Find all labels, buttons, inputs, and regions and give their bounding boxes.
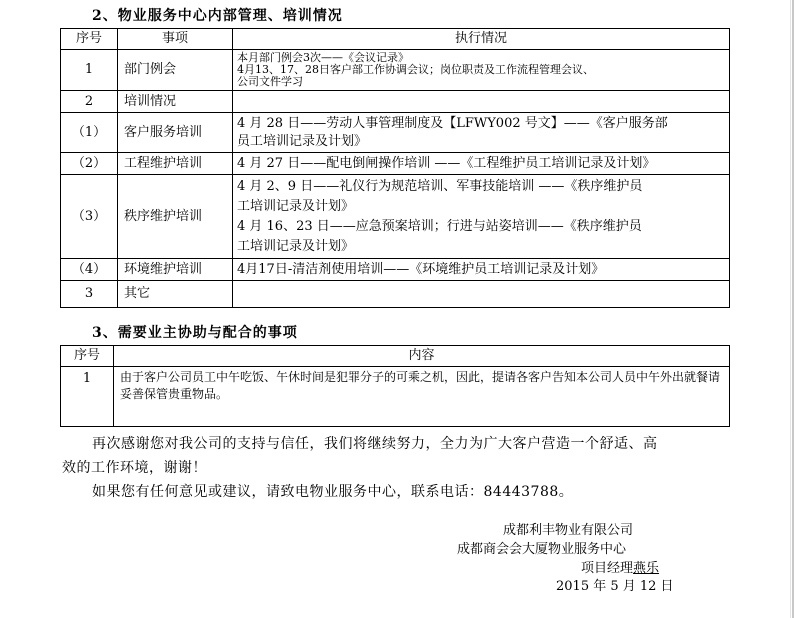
row-status: 4月17日-清洁剂使用培训——《环境维护员工培训记录及计划》 xyxy=(233,259,730,281)
row-status xyxy=(233,281,730,308)
status-line: 4 月 16、23 日——应急预案培训；行进与站姿培训——《秩序维护员 xyxy=(237,218,642,234)
row-item: 客户服务培训 xyxy=(118,113,233,153)
status-line: 工培训记录及计划》 xyxy=(237,198,355,214)
table-row xyxy=(61,259,730,281)
cooperation-table xyxy=(60,345,730,427)
status-line: 工培训记录及计划》 xyxy=(237,238,355,254)
signature-center: 成都商会会大厦物业服务中心 xyxy=(457,542,627,557)
table-row xyxy=(61,367,730,427)
closing-line-2: 效的工作环境，谢谢！ xyxy=(62,460,207,476)
row-no: 2 xyxy=(61,91,118,113)
row-no: （4） xyxy=(61,259,118,281)
table-row xyxy=(61,175,730,259)
header-content: 内容 xyxy=(114,346,730,367)
row-no: 1 xyxy=(61,367,114,427)
table-row xyxy=(61,50,730,91)
section2-title: 2、物业服务中心内部管理、培训情况 xyxy=(92,8,343,24)
status-line: 员工培训记录及计划》 xyxy=(237,133,368,149)
header-status: 执行情况 xyxy=(233,29,730,50)
row-no: 3 xyxy=(61,281,118,308)
status-line: 4 月 28 日——劳动人事管理制度及【LFWY002 号文】——《客户服务部 xyxy=(237,115,668,131)
header-no: 序号 xyxy=(61,29,118,50)
row-item: 其它 xyxy=(118,281,233,308)
row-no: （3） xyxy=(61,175,118,259)
status-line: 公司文件学习 xyxy=(237,75,303,88)
row-status xyxy=(233,50,730,91)
row-no: （1） xyxy=(61,113,118,153)
row-content: 由于客户公司员工中午吃饭、午休时间是犯罪分子的可乘之机，因此，提请各客户告知本公司人员中午外出就餐请妥善保管贵重物品。 xyxy=(114,367,730,427)
row-no: 1 xyxy=(61,50,118,91)
training-table xyxy=(60,28,730,308)
row-item: 培训情况 xyxy=(118,91,233,113)
row-item: 环境维护培训 xyxy=(118,259,233,281)
table-row xyxy=(61,113,730,153)
header-no: 序号 xyxy=(61,346,114,367)
page-edge-inner xyxy=(790,0,791,618)
table-header-row xyxy=(61,29,730,50)
status-line: 4 月 2、9 日——礼仪行为规范培训、军事技能培训 ——《秩序维护员 xyxy=(237,178,643,194)
manager-prefix: 项目经理 xyxy=(581,561,634,576)
closing-line-3: 如果您有任何意见或建议，请致电物业服务中心，联系电话：84443788。 xyxy=(92,484,574,500)
manager-name: 燕乐 xyxy=(633,561,660,576)
row-status xyxy=(233,175,730,259)
table-row xyxy=(61,281,730,308)
status-line: 本月部门例会3次——《会议记录》 xyxy=(237,51,409,64)
table-row xyxy=(61,153,730,175)
row-item: 部门例会 xyxy=(118,50,233,91)
row-no: （2） xyxy=(61,153,118,175)
table-header-row xyxy=(61,346,730,367)
signature-date: 2015 年 5 月 12 日 xyxy=(556,579,674,594)
section3-title: 3、需要业主协助与配合的事项 xyxy=(92,325,298,341)
table-row xyxy=(61,91,730,113)
row-status xyxy=(233,91,730,113)
signature-manager xyxy=(581,557,659,576)
row-status: 4 月 27 日——配电倒闸操作培训 ——《工程维护员工培训记录及计划》 xyxy=(233,153,730,175)
closing-line-1: 再次感谢您对我公司的支持与信任，我们将继续努力，全力为广大客户营造一个舒适、高 xyxy=(92,436,658,452)
row-item: 秩序维护培训 xyxy=(118,175,233,259)
row-item: 工程维护培训 xyxy=(118,153,233,175)
status-line: 4月13、17、28日客户部工作协调会议；岗位职责及工作流程管理会议、 xyxy=(237,63,594,76)
header-item: 事项 xyxy=(118,29,233,50)
row-status xyxy=(233,113,730,153)
signature-company: 成都利丰物业有限公司 xyxy=(503,523,634,538)
